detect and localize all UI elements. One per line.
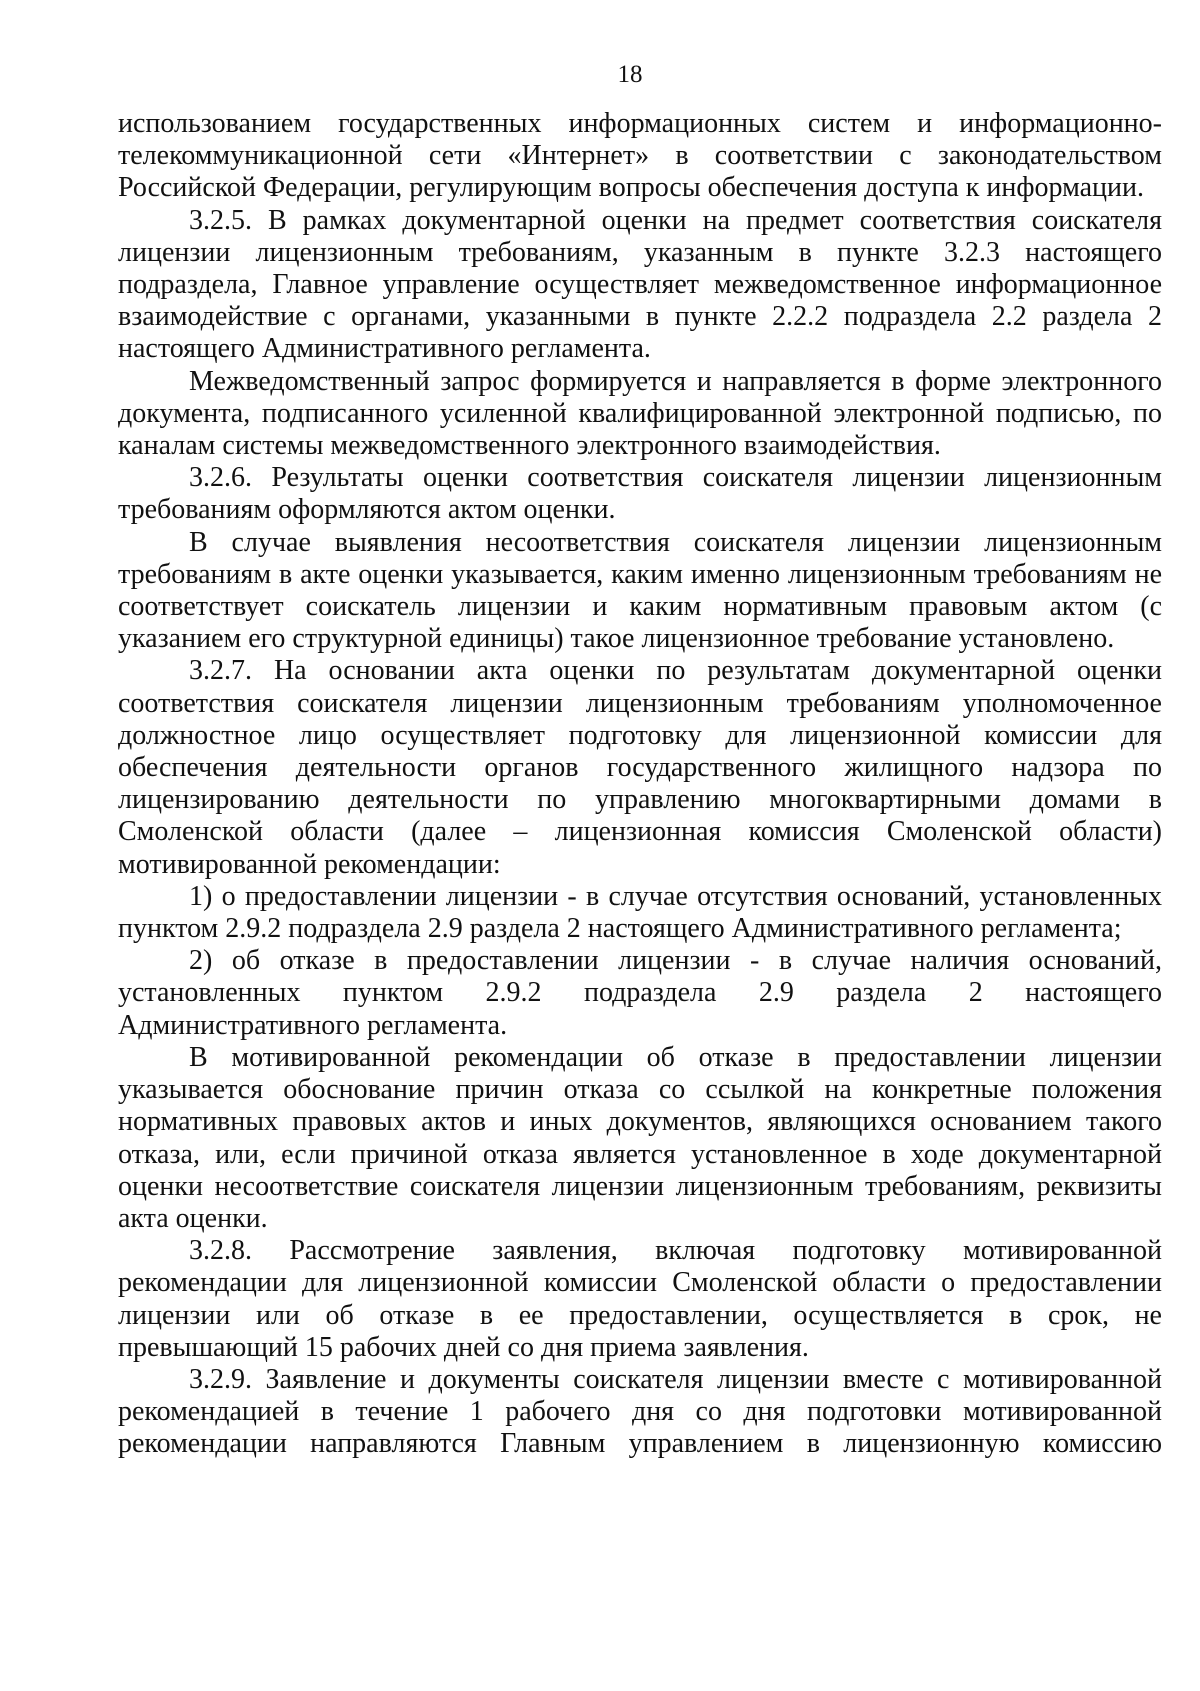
paragraph-3-2-6: 3.2.6. Результаты оценки соответствия соискателя лицензии лицензионным требованиям оформляются актом оценки. bbox=[118, 462, 1162, 526]
paragraph-3-2-8: 3.2.8. Рассмотрение заявления, включая подготовку мотивированной рекомендации для лицензионной комиссии Смоленской области о предоставлении лицензии или об отказе в ее предоставлении, осуществляется в срок, не превышающий 15 рабочих дней со дня приема заявления. bbox=[118, 1235, 1162, 1363]
list-item-1: 1) о предоставлении лицензии - в случае отсутствия оснований, установленных пунктом 2.9.2 подраздела 2.9 раздела 2 настоящего Административного регламента; bbox=[118, 880, 1162, 945]
document-body bbox=[118, 108, 1162, 1461]
paragraph-refusal-reasons: В мотивированной рекомендации об отказе в предоставлении лицензии указывается обоснование причин отказа со ссылкой на конкретные положения нормативных правовых актов и иных документов, являющихся основанием такого отказа, или, если причиной отказа является установленное в ходе документарной оценки несоответствие соискателя лицензии лицензионным требованиям, реквизиты акта оценки. bbox=[118, 1041, 1162, 1234]
page-number: 18 bbox=[617, 61, 643, 88]
list-item-2: 2) об отказе в предоставлении лицензии - в случае наличия оснований, установленных пунктом 2.9.2 подраздела 2.9 раздела 2 настоящего Административного регламента. bbox=[118, 945, 1162, 1041]
paragraph-3-2-7: 3.2.7. На основании акта оценки по результатам документарной оценки соответствия соискателя лицензии лицензионным требованиям уполномоченное должностное лицо осуществляет подготовку для лицензионной комиссии для обеспечения деятельности органов государственного жилищного надзора по лицензированию деятельности по управлению многоквартирными домами в Смоленской области (далее – лицензионная комиссия Смоленской области) мотивированной рекомендации: bbox=[118, 655, 1162, 880]
paragraph-3-2-9: 3.2.9. Заявление и документы соискателя лицензии вместе с мотивированной рекомендацией в течение 1 рабочего дня со дня подготовки мотивированной рекомендации направляются Главным управлением в лицензионную комиссию bbox=[118, 1363, 1162, 1460]
paragraph-nonconformity: В случае выявления несоответствия соискателя лицензии лицензионным требованиям в акте оценки указывается, каким именно лицензионным требованиям не соответствует соискатель лицензии и каким нормативным правовым актом (с указанием его структурной единицы) такое лицензионное требование установлено. bbox=[118, 526, 1162, 655]
paragraph-interagency-request: Межведомственный запрос формируется и направляется в форме электронного документа, подписанного усиленной квалифицированной электронной подписью, по каналам системы межведомственного электронного взаимодействия. bbox=[118, 365, 1162, 462]
paragraph-3-2-5: 3.2.5. В рамках документарной оценки на предмет соответствия соискателя лицензии лицензионным требованиям, указанным в пункте 3.2.3 настоящего подраздела, Главное управление осуществляет межведомственное информационное взаимодействие с органами, указанными в пункте 2.2.2 подраздела 2.2 раздела 2 настоящего Административного регламента. bbox=[118, 204, 1162, 365]
paragraph-continuation: использованием государственных информационных систем и информационно-телекоммуникационной сети «Интернет» в соответствии с законодательством Российской Федерации, регулирующим вопросы обеспечения доступа к информации. bbox=[118, 108, 1162, 204]
